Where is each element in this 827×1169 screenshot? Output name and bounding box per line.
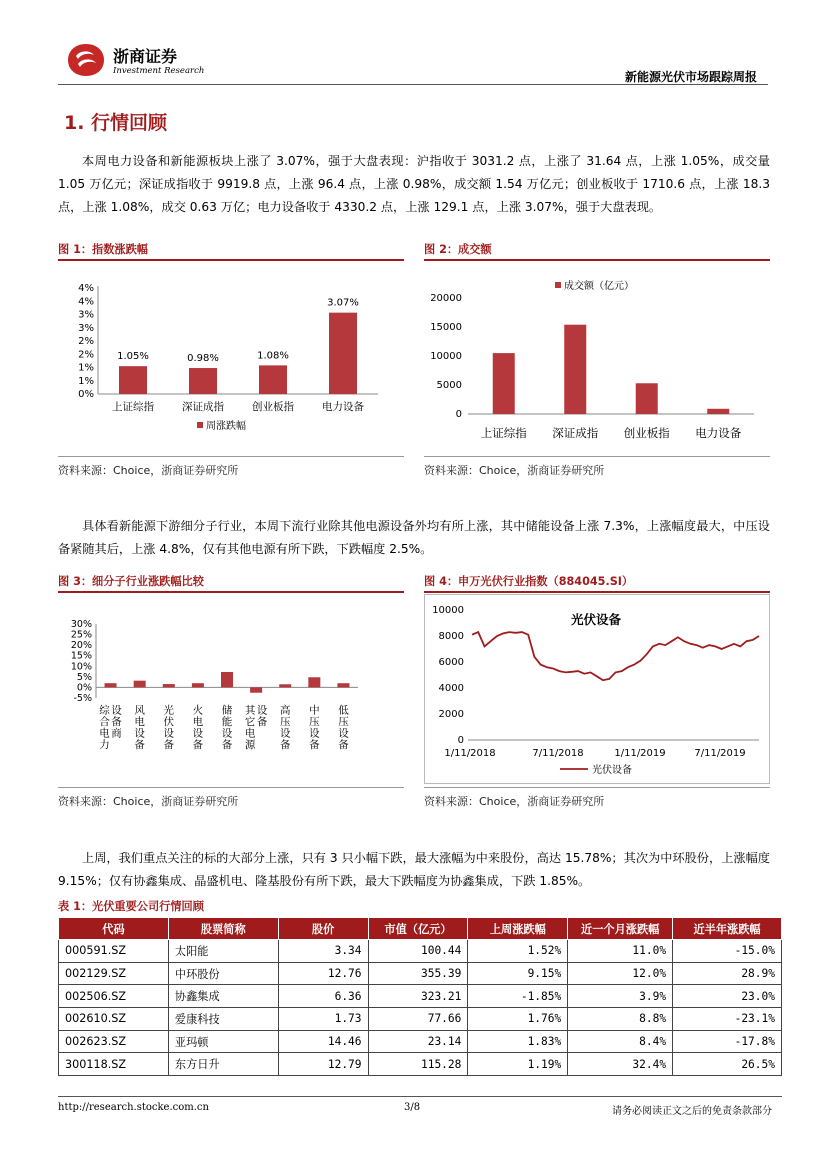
fig3-top-rule (58, 591, 404, 593)
y-tick-label: 10000 (432, 605, 464, 616)
bar (192, 683, 204, 687)
x-tick-label: 电力设备 (322, 401, 364, 413)
company-logo (66, 42, 106, 78)
bar (493, 353, 515, 414)
paragraph-1: 本周电力设备和新能源板块上涨了 3.07%，强于大盘表现：沪指收于 3031.2 点，上涨了 31.64 点，上涨 1.05%，成交量 1.05 万亿元；深证成指收于 9919.8 点，上涨 96.4 点，上涨 0.98%，成交额 1.54 万亿元；创业板收于 1710.6 点，上涨 18.3 点，上涨 1.08%，成交 0.63 万亿；电力设备收于 4330.2 点，上涨 129.1 点，上涨 3.07%，强于大盘表现。 (58, 154, 770, 214)
y-tick-label: 4000 (438, 683, 464, 694)
cell-mktcap: 355.39 (368, 962, 468, 985)
y-tick-label: 0% (76, 682, 92, 694)
cell-halfyear-chg: 28.9% (673, 962, 782, 985)
cell-month-chg: 12.0% (568, 962, 673, 985)
footer-url[interactable]: http://research.stocke.com.cn (58, 1102, 209, 1113)
chart-title: 光伏设备 (570, 612, 622, 627)
y-tick-label: 15% (70, 650, 92, 662)
cell-halfyear-chg: -17.8% (673, 1030, 782, 1053)
bar (221, 672, 233, 687)
cell-week-chg: 9.15% (468, 962, 568, 985)
bar (636, 383, 658, 414)
fig4-top-rule (424, 591, 770, 593)
paragraph-2: 具体看新能源下游细分子行业，本周下流行业除其他电源设备外均有所上涨，其中储能设备上涨 7.3%，上涨幅度最大，中压设备紧随其后，上涨 4.8%，仅有其他电源有所下跌，下跌幅度 2.5%。 (58, 519, 770, 556)
cell-price: 12.79 (278, 1053, 368, 1076)
fig4-caption: 图 4：申万光伏行业指数（884045.SI） (424, 575, 634, 588)
fig2-caption: 图 2：成交额 (424, 243, 492, 256)
cell-mktcap: 323.21 (368, 985, 468, 1008)
y-tick-label: 2% (78, 336, 94, 347)
cell-name: 太阳能 (168, 940, 278, 963)
series-line (472, 632, 759, 680)
fig3-chart (58, 594, 404, 784)
cell-code: 000591.SZ (59, 940, 169, 963)
fig4-source: 资料来源：Choice，浙商证券研究所 (424, 795, 605, 808)
table-row (59, 1030, 782, 1053)
x-tick-label: 风电设备 (134, 704, 145, 751)
cell-name: 爱康科技 (168, 1008, 278, 1031)
x-tick-label: 创业板指 (623, 426, 670, 440)
legend-swatch (197, 422, 203, 428)
x-tick-label: 中压设备 (309, 704, 320, 751)
header-mktcap: 市值（亿元） (368, 918, 468, 940)
y-tick-label: 6000 (438, 657, 464, 668)
x-tick-label: 7/11/2018 (532, 748, 584, 759)
fig4-bottom-rule (424, 787, 770, 788)
footer-disclaimer: 请务必阅读正文之后的免责条款部分 (612, 1106, 772, 1117)
y-tick-label: 4% (78, 296, 94, 308)
cell-week-chg: 1.19% (468, 1053, 568, 1076)
x-tick-label: 深证成指 (552, 426, 599, 440)
y-tick-label: 0 (457, 735, 464, 746)
bar (259, 365, 287, 394)
y-tick-label: 1% (78, 362, 94, 374)
bar (119, 366, 147, 394)
x-tick-label: 1/11/2018 (444, 748, 496, 759)
fig1-bottom-rule (58, 456, 404, 457)
table-header-row (59, 918, 782, 940)
y-tick-label: 3% (78, 322, 94, 334)
bar (308, 677, 320, 687)
fig2-chart (424, 262, 770, 452)
header-price: 股价 (278, 918, 368, 940)
logo-text-en: Investment Research (113, 66, 205, 76)
cell-month-chg: 3.9% (568, 985, 673, 1008)
bar (163, 684, 175, 687)
fig3-source: 资料来源：Choice，浙商证券研究所 (58, 795, 239, 808)
cell-price: 12.76 (278, 962, 368, 985)
data-label: 1.08% (257, 350, 289, 362)
cell-week-chg: 1.76% (468, 1008, 568, 1031)
cell-code: 002623.SZ (59, 1030, 169, 1053)
cell-mktcap: 100.44 (368, 940, 468, 963)
table-row (59, 1053, 782, 1076)
cell-price: 1.73 (278, 1008, 368, 1031)
fig3-caption: 图 3：细分子行业涨跌幅比较 (58, 575, 204, 588)
fig1-top-rule (58, 259, 404, 261)
bar (189, 368, 217, 394)
x-tick-label: 1/11/2019 (614, 748, 666, 759)
y-tick-label: 20% (70, 640, 92, 652)
cell-code: 002610.SZ (59, 1008, 169, 1031)
data-label: 3.07% (327, 297, 359, 309)
x-tick-label: 其它电源设备 (244, 704, 268, 751)
cell-price: 14.46 (278, 1030, 368, 1053)
header-divider (58, 84, 768, 85)
y-tick-label: 4% (78, 283, 94, 294)
y-tick-label: 20000 (430, 293, 462, 304)
fig1-chart (58, 262, 404, 452)
y-tick-label: 3% (78, 309, 94, 321)
footer-divider (58, 1096, 782, 1097)
cell-week-chg: -1.85% (468, 985, 568, 1008)
bar (105, 683, 117, 687)
cell-month-chg: 8.4% (568, 1030, 673, 1053)
table-caption: 表 1：光伏重要公司行情回顾 (58, 900, 204, 913)
data-label: 0.98% (187, 353, 219, 365)
cell-week-chg: 1.83% (468, 1030, 568, 1053)
y-tick-label: 10000 (430, 351, 462, 362)
bar (337, 683, 349, 687)
header-name: 股票简称 (168, 918, 278, 940)
table-row (59, 962, 782, 985)
cell-price: 3.34 (278, 940, 368, 963)
x-tick-label: 综合电力设备商 (99, 704, 122, 751)
legend-label: 成交额（亿元） (564, 281, 634, 292)
cell-name: 协鑫集成 (168, 985, 278, 1008)
bar (250, 687, 262, 692)
table-row (59, 1008, 782, 1031)
bar (134, 681, 146, 688)
logo-text-cn: 浙商证券 (113, 47, 178, 66)
header-halfyear-chg: 近半年涨跌幅 (673, 918, 782, 940)
report-title: 新能源光伏市场跟踪周报 (624, 70, 757, 84)
cell-month-chg: 32.4% (568, 1053, 673, 1076)
cell-code: 300118.SZ (59, 1053, 169, 1076)
x-tick-label: 创业板指 (252, 401, 294, 413)
y-tick-label: -5% (73, 693, 92, 704)
cell-month-chg: 8.8% (568, 1008, 673, 1031)
cell-halfyear-chg: 26.5% (673, 1053, 782, 1076)
fig2-bottom-rule (424, 456, 770, 457)
y-tick-label: 30% (70, 619, 92, 630)
cell-name: 东方日升 (168, 1053, 278, 1076)
cell-code: 002506.SZ (59, 985, 169, 1008)
cell-mktcap: 115.28 (368, 1053, 468, 1076)
x-tick-label: 储能设备 (221, 704, 233, 751)
y-tick-label: 10% (70, 661, 92, 673)
cell-halfyear-chg: 23.0% (673, 985, 782, 1008)
y-tick-label: 8000 (438, 631, 464, 642)
bar (564, 325, 586, 414)
x-tick-label: 上证综指 (112, 401, 154, 413)
cell-halfyear-chg: -23.1% (673, 1008, 782, 1031)
table-row (59, 940, 782, 963)
fig1-caption: 图 1：指数涨跌幅 (58, 243, 148, 256)
y-tick-label: 0 (455, 409, 462, 420)
header-week-chg: 上周涨跌幅 (468, 918, 568, 940)
bar (707, 409, 729, 414)
x-tick-label: 电力设备 (695, 426, 742, 440)
header-code: 代码 (59, 918, 169, 940)
company-table (58, 917, 782, 1076)
bar (329, 313, 357, 394)
fig2-top-rule (424, 259, 770, 261)
cell-mktcap: 77.66 (368, 1008, 468, 1031)
y-tick-label: 1% (78, 375, 94, 387)
y-tick-label: 5000 (436, 380, 462, 391)
fig1-source: 资料来源：Choice，浙商证券研究所 (58, 464, 239, 477)
cell-code: 002129.SZ (59, 962, 169, 985)
bar (279, 684, 291, 687)
x-tick-label: 高压设备 (279, 704, 291, 751)
x-tick-label: 深证成指 (182, 401, 224, 413)
y-tick-label: 2000 (438, 709, 464, 720)
x-tick-label: 火电设备 (192, 704, 204, 751)
x-tick-label: 光伏设备 (163, 704, 175, 751)
cell-month-chg: 11.0% (568, 940, 673, 963)
data-label: 1.05% (117, 351, 149, 363)
legend-label: 光伏设备 (592, 765, 632, 776)
y-tick-label: 0% (78, 389, 94, 400)
cell-week-chg: 1.52% (468, 940, 568, 963)
section-title: 1. 行情回顾 (64, 112, 168, 134)
fig2-source: 资料来源：Choice，浙商证券研究所 (424, 464, 605, 477)
cell-mktcap: 23.14 (368, 1030, 468, 1053)
y-tick-label: 5% (76, 671, 92, 683)
fig3-bottom-rule (58, 787, 404, 788)
fig4-chart (424, 594, 770, 784)
x-tick-label: 上证综指 (480, 426, 527, 440)
cell-price: 6.36 (278, 985, 368, 1008)
x-tick-label: 低压设备 (338, 704, 349, 751)
page-number: 3/8 (404, 1102, 421, 1113)
header-month-chg: 近一个月涨跌幅 (568, 918, 673, 940)
legend-label: 周涨跌幅 (206, 421, 246, 432)
x-tick-label: 7/11/2019 (694, 748, 746, 759)
y-tick-label: 25% (70, 629, 92, 641)
legend-swatch (555, 282, 561, 288)
cell-halfyear-chg: -15.0% (673, 940, 782, 963)
paragraph-3: 上周，我们重点关注的标的大部分上涨，只有 3 只小幅下跌，最大涨幅为中来股份，高达 15.78%；其次为中环股份，上涨幅度 9.15%；仅有协鑫集成、晶盛机电、隆基股份有所下跌，最大下跌幅度为协鑫集成，下跌 1.85%。 (58, 851, 770, 888)
y-tick-label: 15000 (430, 322, 462, 333)
cell-name: 中环股份 (168, 962, 278, 985)
table-row (59, 985, 782, 1008)
y-tick-label: 2% (78, 349, 94, 361)
cell-name: 亚玛顿 (168, 1030, 278, 1053)
